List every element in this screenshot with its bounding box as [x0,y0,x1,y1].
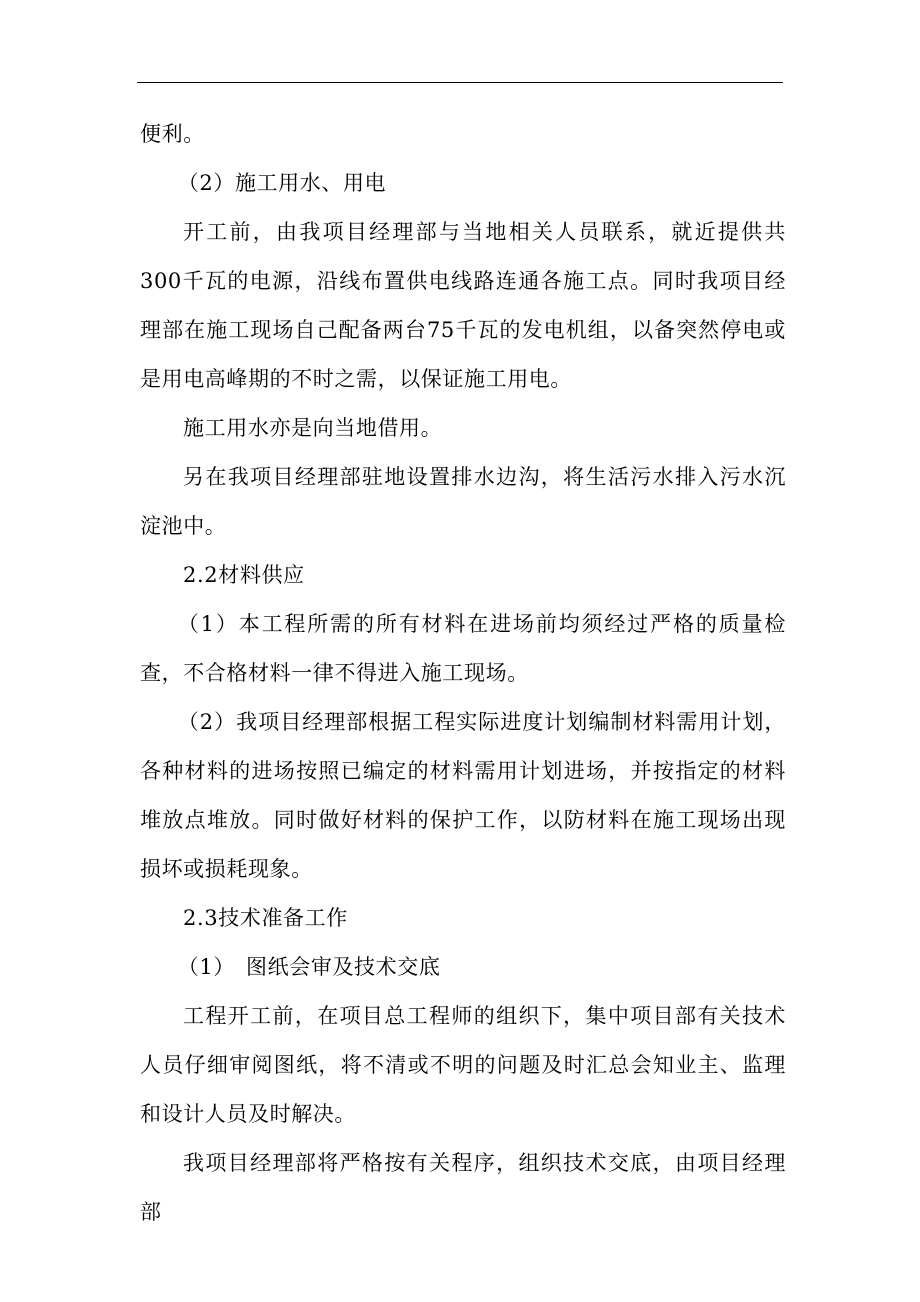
paragraph-water-use: 施工用水亦是向当地借用。 [183,416,443,440]
subheading-water-power: （2）施工用水、用电 [177,171,387,195]
paragraph-drainage: 另在我项目经理部驻地设置排水边沟，将生活污水排入污水沉淀池中。 [140,465,786,538]
paragraph-material-plan: （2）我项目经理部根据工程实际进度计划编制材料需用计划，各种材料的进场按照已编定的材料需用计划进场，并按指定的材料堆放点堆放。同时做好材料的保护工作，以防材料在施工现场出现损坏或损耗现象。 [140,710,786,881]
paragraph-power-supply: 开工前，由我项目经理部与当地相关人员联系，就近提供共300千瓦的电源，沿线布置供电线路连通各施工点。同时我项目经理部在施工现场自己配备两台75千瓦的发电机组，以备突然停电或是用电高峰期的不时之需，以保证施工用电。 [140,220,786,391]
subheading-drawing-review: （1） 图纸会审及技术交底 [177,955,441,979]
section-heading-material-supply: 2.2材料供应 [183,563,305,587]
paragraph-technical-disclosure: 我项目经理部将严格按有关程序，组织技术交底，由项目经理部 [140,1151,786,1224]
paragraph-material-inspection: （1）本工程所需的所有材料在进场前均须经过严格的质量检查，不合格材料一律不得进入施工现场。 [140,612,786,685]
document-body [140,110,786,1237]
header-rule [137,82,783,83]
section-heading-technical-prep: 2.3技术准备工作 [183,906,348,930]
paragraph-continuation: 便利。 [140,122,205,146]
paragraph-drawing-review: 工程开工前，在项目总工程师的组织下，集中项目部有关技术人员仔细审阅图纸，将不清或不明的问题及时汇总会知业主、监理和设计人员及时解决。 [140,1004,786,1126]
